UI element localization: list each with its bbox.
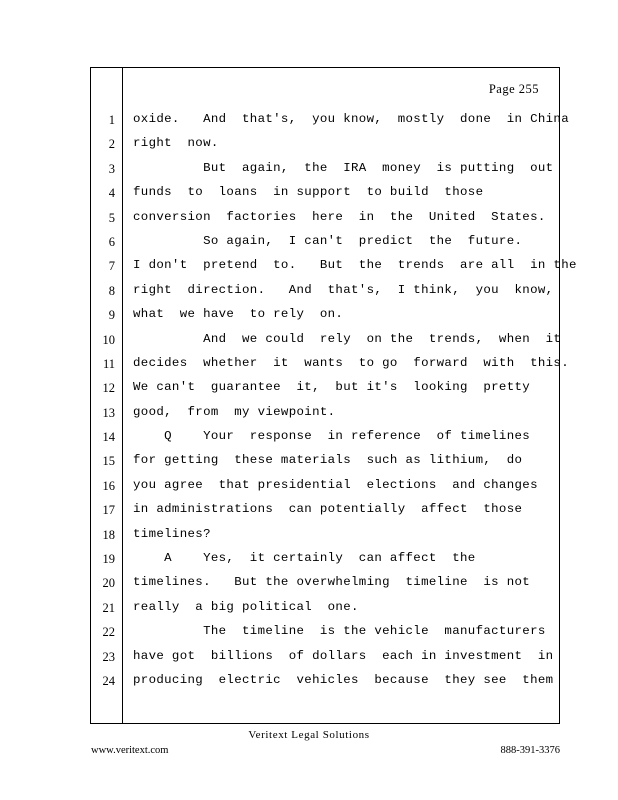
line-text: timelines. But the overwhelming timeline is not	[133, 575, 531, 590]
line-text: But again, the IRA money is putting out	[133, 160, 554, 175]
line-number: 4	[108, 186, 115, 201]
line-number: 21	[102, 600, 115, 615]
line-text: for getting these materials such as lithium, do	[133, 453, 523, 468]
line-text: The timeline is the vehicle manufacturers	[133, 624, 546, 639]
transcript-line	[91, 110, 569, 134]
transcript-line	[91, 671, 559, 695]
line-number: 18	[102, 527, 115, 542]
transcript-line	[91, 476, 559, 500]
transcript-line	[91, 378, 559, 402]
line-number: 11	[102, 356, 115, 371]
line-text: in administrations can potentially affect those	[133, 502, 523, 517]
transcript-line	[91, 330, 562, 354]
line-number: 3	[108, 161, 115, 176]
line-text: I don't pretend to. But the trends are all in the	[133, 258, 577, 273]
line-text: you agree that presidential elections and changes	[133, 477, 538, 492]
line-number: 5	[108, 210, 115, 225]
line-text: oxide. And that's, you know, mostly done in China	[133, 112, 569, 126]
transcript-line	[91, 451, 559, 475]
line-number: 16	[102, 478, 115, 493]
line-number: 17	[102, 503, 115, 518]
transcript-line	[91, 598, 559, 622]
line-number: 20	[102, 576, 115, 591]
transcript-line	[91, 256, 577, 280]
transcript-line	[91, 573, 559, 597]
transcript-line	[91, 354, 569, 378]
line-text: A Yes, it certainly can affect the	[133, 551, 476, 566]
line-number: 12	[102, 381, 115, 396]
line-text: have got billions of dollars each in investment in	[133, 648, 554, 663]
line-number: 8	[108, 283, 115, 298]
line-text: really a big political one.	[133, 599, 359, 614]
transcript-line	[91, 403, 559, 427]
line-number: 14	[102, 430, 115, 445]
line-number: 1	[108, 113, 115, 127]
line-text: We can't guarantee it, but it's looking pretty	[133, 380, 531, 395]
line-text: producing electric vehicles because they see them	[133, 672, 554, 687]
line-text: good, from my viewpoint.	[133, 404, 336, 419]
line-text: decides whether it wants to go forward with this.	[133, 355, 569, 370]
transcript-line	[91, 647, 559, 671]
line-text: funds to loans in support to build those	[133, 185, 484, 200]
transcript-line	[91, 622, 559, 646]
footer-website[interactable]: www.veritext.com	[91, 745, 169, 756]
line-number: 15	[102, 454, 115, 469]
transcript-line	[91, 183, 559, 207]
line-number: 6	[108, 234, 115, 249]
line-text: right direction. And that's, I think, you know,	[133, 282, 554, 297]
footer-phone: 888-391-3376	[500, 745, 560, 756]
page-number: Page 255	[488, 82, 539, 96]
transcript-line	[91, 427, 559, 451]
line-text: So again, I can't predict the future.	[133, 233, 523, 248]
line-text: right now.	[133, 136, 219, 151]
transcript-line	[91, 281, 559, 305]
line-number: 9	[108, 308, 115, 323]
transcript-line	[91, 305, 559, 329]
line-number: 13	[102, 405, 115, 420]
transcript-line	[91, 134, 559, 158]
transcript-line	[91, 549, 559, 573]
transcript-lines	[91, 110, 577, 695]
line-number: 19	[102, 552, 115, 567]
line-number: 7	[108, 259, 115, 274]
transcript-line	[91, 500, 559, 524]
transcript-line	[91, 525, 559, 549]
line-text: And we could rely on the trends, when it	[133, 331, 562, 346]
transcript-line	[91, 208, 559, 232]
footer-company: Veritext Legal Solutions	[248, 729, 370, 741]
line-number: 2	[108, 137, 115, 152]
line-number: 22	[102, 625, 115, 640]
line-text: conversion factories here in the United States.	[133, 209, 546, 224]
line-number: 23	[102, 649, 115, 664]
line-text: what we have to rely on.	[133, 307, 344, 322]
line-text: Q Your response in reference of timelines	[133, 429, 531, 444]
transcript-line	[91, 232, 559, 256]
line-number: 10	[102, 332, 115, 347]
line-number: 24	[102, 673, 115, 688]
transcript-body	[90, 67, 577, 724]
transcript-line	[91, 159, 559, 183]
line-text: timelines?	[133, 526, 211, 541]
